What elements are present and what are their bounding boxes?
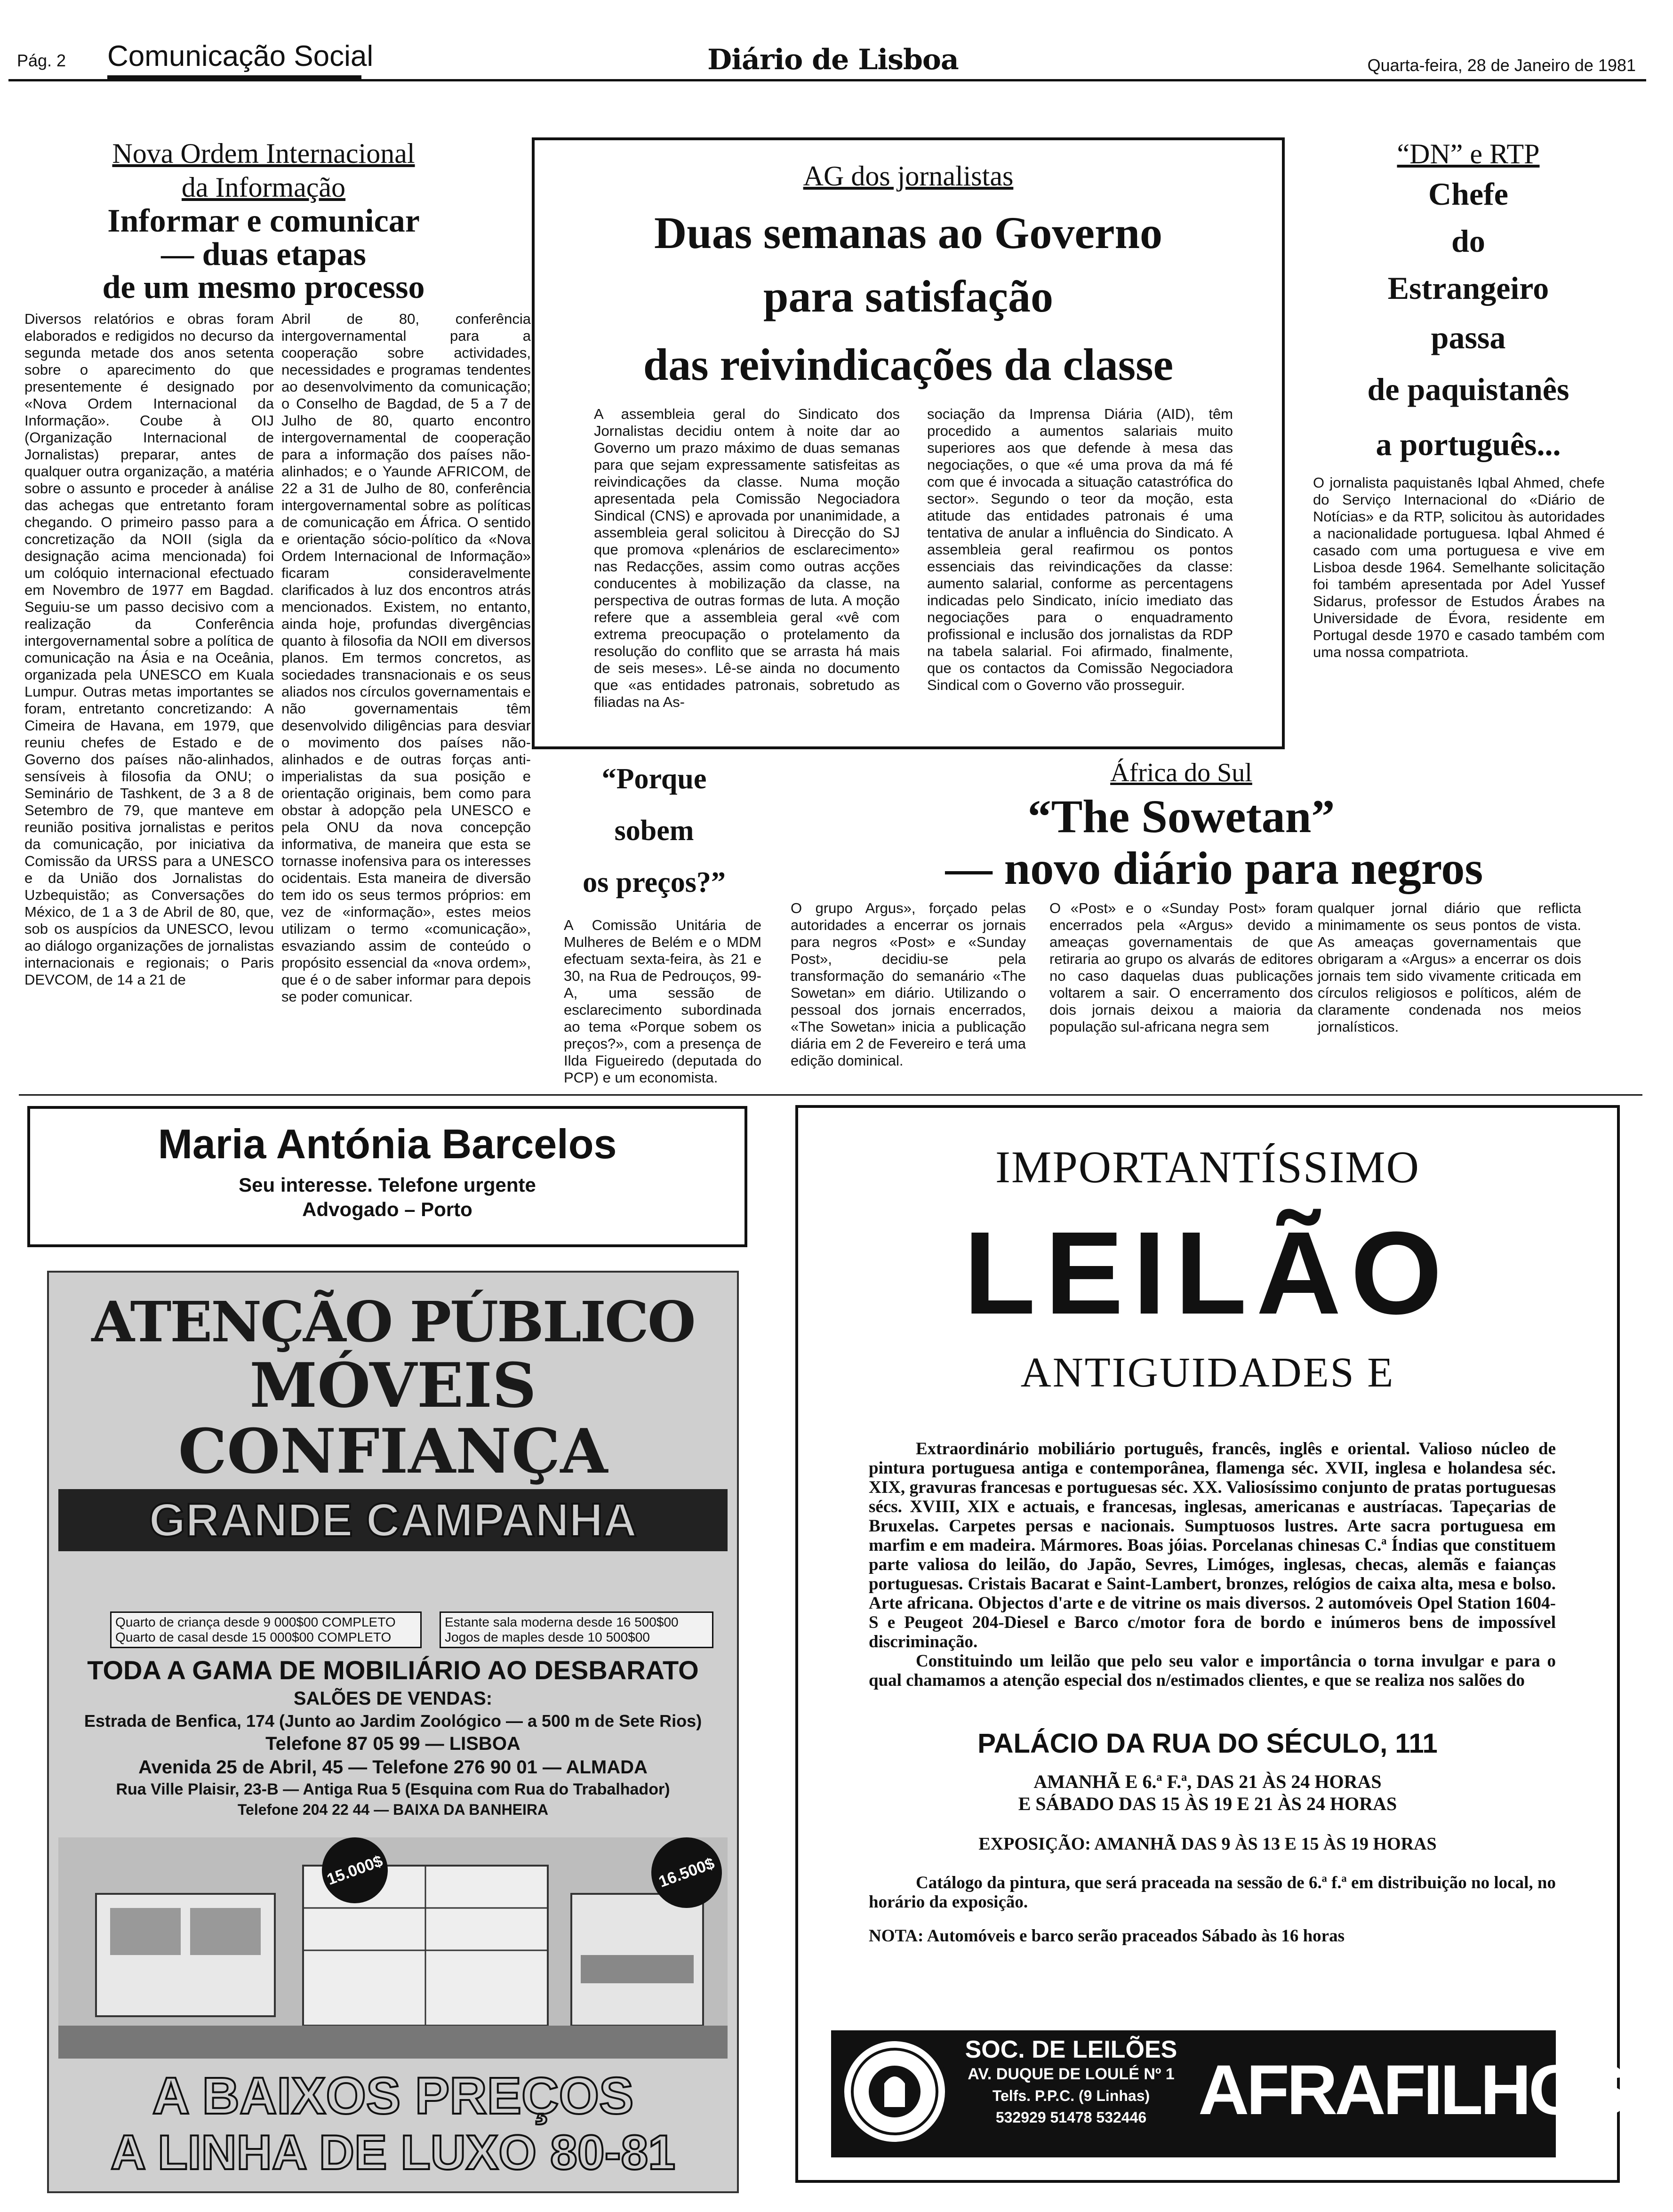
article-1-kicker: Nova Ordem Internacional xyxy=(112,138,415,169)
furniture-price-4: Jogos de maples desde 10 500$00 xyxy=(445,1630,650,1644)
article-1-headline-2: — duas etapas xyxy=(161,236,366,272)
furniture-price-2: Quarto de casal desde 15 000$00 COMPLETO xyxy=(115,1630,392,1644)
lawyer-ad xyxy=(27,1106,747,1247)
furniture-ad-bottom xyxy=(49,2068,737,2181)
furniture-ad-title: ATENÇÃO PÚBLICO xyxy=(91,1289,695,1354)
furniture-ad-bottom-2: A LINHA DE LUXO 80-81 xyxy=(110,2125,676,2180)
auction-logo-line-1: SOC. DE LEILÕES xyxy=(965,2036,1177,2063)
furniture-ad-bottom-1: A BAIXOS PREÇOS xyxy=(152,2067,634,2125)
furniture-price-1: Quarto de criança desde 9 000$00 COMPLETO xyxy=(115,1615,396,1629)
article-1-column-1: Diversos relatórios e obras foram elaborados e redigidos no decurso da segunda metade dos anos setenta sobre o aparecimento do que presentemente é designado por «Nova Ordem Internacional da Informação». Coube à OIJ (Organização Internacional de Jornalistas) preparar, antes de qualquer outra organização, a matéria sobre o assunto e proceder à análise das achegas que entretanto foram chegando. O primeiro passo para a concretização da NOII (sigla da designação acima mencionada) foi um colóquio internacional efectuado em Novembro de 1977 em Bagdad. Seguiu-se um passo decisivo com a realização da Conferência intergovernamental sobre a política de comunicação na Ásia e na Oceânia, organizada pela UNESCO em Kuala Lumpur. Outras metas importantes se foram, entretanto concretizando: A Cimeira de Havana, em 1979, que reuniu chefes de Estado e de Governo dos países não-alinhados, sensíveis à filosofia da ONU; o Seminário de Tashkent, de 3 a 8 de Setembro de 79, que manteve em reunião positiva jornalistas e peritos da comunicação, por iniciativa da Comissão da URSS para a UNESCO e da União dos Jornalistas do Uzbequistão; as Conversações do México, de 1 a 3 de Abril de 80, que, sob os auspícios da UNESCO, levou ao diálogo organizações de jornalistas internacionais e regionais; o Paris DEVCOM, de 14 a 21 de xyxy=(24,311,274,988)
article-4-headline: “Porque xyxy=(601,763,707,795)
header-thick-rule xyxy=(107,75,361,81)
article-4 xyxy=(536,753,772,908)
article-3-headline-4: passa xyxy=(1431,320,1506,355)
section-title: Comunicação Social xyxy=(107,40,374,72)
furniture-ad-line-6: Rua Ville Plaisir, 23-B — Antiga Rua 5 (Esquina com Rua do Trabalhador) xyxy=(116,1780,670,1798)
furniture-ad-campaign: GRANDE CAMPANHA xyxy=(58,1489,728,1551)
auction-title-3: ANTIGUIDADES E xyxy=(1020,1349,1395,1396)
furniture-badge-2: 16.500$ xyxy=(641,1827,732,1918)
article-1-headline: Informar e comunicar xyxy=(107,203,420,239)
lawyer-ad-name: Maria Antónia Barcelos xyxy=(158,1121,617,1167)
article-3-headline-6: a português... xyxy=(1376,426,1561,462)
auction-paragraph-2: Constituindo um leilão que pelo seu valor e importância o torna invulgar e para o qual chamamos a atenção especial dos n/estimados clientes, e que se realiza nos salões do xyxy=(869,1651,1556,1690)
auction-logo-name-suffix: ,Lda xyxy=(1625,2093,1673,2119)
lawyer-ad-line-1: Seu interesse. Telefone urgente xyxy=(239,1174,536,1196)
auction-logo-name xyxy=(1198,2049,1673,2131)
furniture-price-box-2 xyxy=(440,1611,713,1648)
section-divider xyxy=(19,1094,1642,1096)
article-4-body: A Comissão Unitária de Mulheres de Belém e o MDM efectuam sexta-feira, às 21 e 30, na Rua de Pedrouços, 99-A, uma sessão de esclarecimento subordinada ao tema «Porque sobem os preços?», com a presença de Ilda Figueiredo (deputada do PCP) e um economista. xyxy=(564,917,761,1086)
furniture-ad-line-3: Estrada de Benfica, 174 (Junto ao Jardim Zoológico — a 500 m de Sete Rios) xyxy=(84,1711,702,1731)
furniture-ad-line-1: TODA A GAMA DE MOBILIÁRIO AO DESBARATO xyxy=(87,1655,699,1685)
auction-catalog: Catálogo da pintura, que será praceada na sessão de 6.ª f.ª em distribuição no local, no horário da exposição. xyxy=(869,1873,1556,1912)
article-3 xyxy=(1299,137,1638,474)
masthead-logo: Diário de Lisboa xyxy=(707,43,959,76)
article-4-headline-3: os preços?” xyxy=(583,866,726,898)
auction-dates-2: E SÁBADO DAS 15 ÀS 19 E 21 ÀS 24 HORAS xyxy=(1018,1793,1397,1814)
furniture-price-box-1 xyxy=(110,1611,422,1648)
auction-ad xyxy=(795,1105,1673,2183)
auction-logo-line-3: Telfs. P.P.C. (9 Linhas) xyxy=(992,2087,1150,2104)
furniture-ad-title-2: MÓVEIS xyxy=(249,1349,536,1421)
article-4-headline-2: sobem xyxy=(614,815,694,847)
article-3-kicker: “DN” e RTP xyxy=(1397,138,1540,169)
furniture-photo xyxy=(58,1837,728,2059)
article-3-headline-5: de paquistanês xyxy=(1367,371,1569,407)
auction-title-2: LEILÃO xyxy=(963,1207,1452,1338)
auction-logo-line-2: AV. DUQUE DE LOULÉ Nº 1 xyxy=(968,2065,1175,2083)
page-date: Quarta-feira, 28 de Janeiro de 1981 xyxy=(1367,56,1636,75)
furniture-ad-info xyxy=(49,1654,737,1819)
auction-logo xyxy=(831,2030,1673,2157)
auction-logo-name-main: AFRAFILHOS xyxy=(1198,2050,1625,2129)
article-2-headline-3: das reivindicações da classe xyxy=(643,339,1174,390)
article-3-headline: Chefe xyxy=(1428,176,1508,212)
auction-exhibition: EXPOSIÇÃO: AMANHÃ DAS 9 ÀS 13 E 15 ÀS 19 HORAS xyxy=(978,1834,1437,1854)
furniture-ad xyxy=(47,1271,739,2193)
article-3-headline-2: do xyxy=(1451,223,1485,259)
furniture-ad-title-3: CONFIANÇA xyxy=(178,1415,608,1487)
article-1-column-2: Abril de 80, conferência intergovernamental para a cooperação sobre actividades, necessidades e programas tendentes ao desenvolvimento da comunicação; o Conselho de Bagdad, de 5 a 7 de Julho de 80, quarto encontro intergovernamental de cooperação para a informação dos países não-alinhados; e o Yaunde AFRICOM, de 22 a 31 de Julho de 80, conferência intergovernamental sobre as políticas de comunicação em África. O sentido e orientação sócio-político da «Nova Ordem Internacional de Informação» ficaram consideravelmente clarificados à luz dos encontros atrás mencionados. Existem, no entanto, ainda hoje, profundas divergências quanto à filosofia da NOII em diversos planos. Em termos concretos, as sociedades transnacionais e os seus aliados nos círculos governamentais e não governamentais têm desenvolvido diligências para desviar o movimento dos países não-alinhados e de outras forças anti-imperialistas da sua posição e orientação originais, bem como para obstar à adopção pela UNESCO e pela ONU da nova concepção informativa, de maneira que esta se tornasse inofensiva para os interesses ocidentais. Esta maneira de diversão tem ido os seus termos próprios: em vez de «informação», estes meios utilizam o termo «comunicação», esvaziando assim de conteúdo o propósito essencial da «nova ordem», que é o de saber informar para depois se poder comunicar. xyxy=(281,311,531,1005)
article-1-kicker-2: da Informação xyxy=(181,172,346,203)
auction-logo-line-4: 532929 51478 532446 xyxy=(995,2109,1147,2126)
furniture-ad-line-7: Telefone 204 22 44 — BAIXA DA BANHEIRA xyxy=(237,1801,549,1818)
article-5-column-1: O grupo Argus», forçado pelas autoridades a encerrar os jornais para negros «Post» e «Sunday Post», decidiu-se pela transformação do semanário «The Sowetan» em diário. Utilizando o pessoal dos jornais encerrados, «The Sowetan» inicia a publicação diária em 2 de Fevereiro e terá uma edição dominical. xyxy=(791,900,1026,1069)
auction-seal-icon xyxy=(841,2037,949,2146)
auction-venue: PALÁCIO DA RUA DO SÉCULO, 111 xyxy=(977,1728,1438,1759)
article-5-column-3: qualquer jornal diário que reflicta minimamente os seus pontos de vista. As ameaças governamentais que obrigaram a «Argus» a encerrar os dois jornais tem sido vivamente criticada em círculos religiosos e políticos, além de claramente condenada nos meios jornalísticos. xyxy=(1318,900,1581,1035)
article-5-column-2: O «Post» e o «Sunday Post» foram encerrados pela «Argus» devido a ameaças governamentais de que retiraria ao grupo os alvarás de editores no caso daquelas duas publicações voltarem a sair. O encerramento dos dois jornais deixou a maioria da população sul-africana negra sem xyxy=(1049,900,1313,1035)
auction-note: NOTA: Automóveis e barco serão praceados Sábado às 16 horas xyxy=(869,1926,1345,1946)
auction-dates-1: AMANHÃ E 6.ª F.ª, DAS 21 ÀS 24 HORAS xyxy=(1033,1771,1382,1792)
article-2-kicker: AG dos jornalistas xyxy=(803,160,1014,192)
article-2-column-1: A assembleia geral do Sindicato dos Jornalistas decidiu ontem à noite dar ao Governo um prazo máximo de duas semanas para que sejam expressamente satisfeitas as reivindicações da classe. Numa moção apresentada pela Comissão Negociadora Sindical (CNS) e aprovada por unanimidade, a assembleia geral solicitou à Direcção do SJ que promova «plenários de esclarecimento» nas Redacções, assim como outras acções conducentes à mobilização da classe, na perspectiva de outras formas de luta. A moção refere que a assembleia geral «vê com extrema preocupação o protelamento da resolução do conflito que se arrasta há mais de seis meses». Lê-se ainda no documento que «as entidades patronais, sobretudo as filiadas na As- xyxy=(594,406,900,710)
article-1 xyxy=(19,136,508,304)
furniture-badge-1: 15.000$ xyxy=(312,1828,397,1912)
furniture-ad-line-5: Avenida 25 de Abril, 45 — Telefone 276 90 01 — ALMADA xyxy=(138,1757,648,1778)
article-1-headline-3: de um mesmo processo xyxy=(102,269,425,305)
article-5-kicker: África do Sul xyxy=(1110,758,1252,787)
article-2-column-2: sociação da Imprensa Diária (AID), têm procedido a aumentos salariais muito superiores aos que defende à mesa das negociações, o que «é uma prova da má fé com que é invocada a situação catastrófica do sector». Segundo o teor da moção, esta atitude das entidades patronais é uma tentativa de anular a influência do Sindicato. A assembleia geral reafirmou os pontos essenciais das reivindicações da classe: aumento salarial, conforme as percentagens indicadas pelo Sindicato, início imediato das negociações para o enquadramento profissional e inclusão dos jornalistas da RDP na tabela salarial. Foi afirmado, finalmente, que os contactos da Comissão Negociadora Sindical com o Governo vão prosseguir. xyxy=(927,406,1233,693)
furniture-ad-line-4: Telefone 87 05 99 — LISBOA xyxy=(265,1733,520,1754)
article-5-headline-2: — novo diário para negros xyxy=(945,842,1483,894)
page-number: Pág. 2 xyxy=(17,51,66,70)
article-3-headline-3: Estrangeiro xyxy=(1387,270,1549,306)
article-5-headline: “The Sowetan” xyxy=(1027,790,1335,842)
article-2-headline: Duas semanas ao Governo xyxy=(654,208,1163,258)
furniture-ad-line-2: SALÕES DE VENDAS: xyxy=(293,1688,493,1709)
article-2-headline-2: para satisfação xyxy=(763,271,1053,321)
auction-title: IMPORTANTÍSSIMO xyxy=(995,1142,1420,1192)
auction-logo-text xyxy=(958,2036,1184,2128)
auction-paragraph-1: Extraordinário mobiliário português, francês, inglês e oriental. Valioso núcleo de pintura portuguesa antiga e contemporânea, flamenga séc. XVII, inglesa e holandesa séc. XIX, gravuras francesas e portuguesas séc. XX. Valiosíssimo conjunto de pratas portuguesas sécs. XVIII, XIX e actuais, e francesas, inglesas, americanas e austríacas. Tapeçarias de Bruxelas. Carpetes persas e nacionais. Sumptuosos lustres. Arte sacra portuguesa em marfim e em madeira. Mármores. Boas jóias. Porcelanas chinesas C.ª Índias que constituem parte valiosa do leilão, do Japão, Sevres, Limóges, inglesas, checas, alemãs e faianças portuguesas. Cristais Bacarat e Saint-Lambert, bronzes, relógios de caixa alta, mesa e bolso. Arte africana. Objectos d'arte e de vitrine os mais diversos. 2 automóveis Opel Station 1604-S e Peugeot 204-Diesel e Barco c/motor fora de bordo e inúmeros bens de impossível discriminação. xyxy=(869,1439,1556,1651)
article-3-body: O jornalista paquistanês Iqbal Ahmed, chefe do Serviço Internacional do «Diário de Notícias» e da RTP, solicitou às autoridades a nacionalidade portuguesa. Iqbal Ahmed é casado com uma portuguesa e vive em Lisboa desde 1964. Semelhante solicitação foi também apresentada por Adel Yussef Sidarus, professor de Estudos Árabes na Universidade de Évora, residente em Portugal desde 1970 e casado também com uma nossa compatriota. xyxy=(1313,474,1605,660)
lawyer-ad-line-2: Advogado – Porto xyxy=(302,1198,472,1220)
furniture-price-3: Estante sala moderna desde 16 500$00 xyxy=(445,1615,679,1629)
